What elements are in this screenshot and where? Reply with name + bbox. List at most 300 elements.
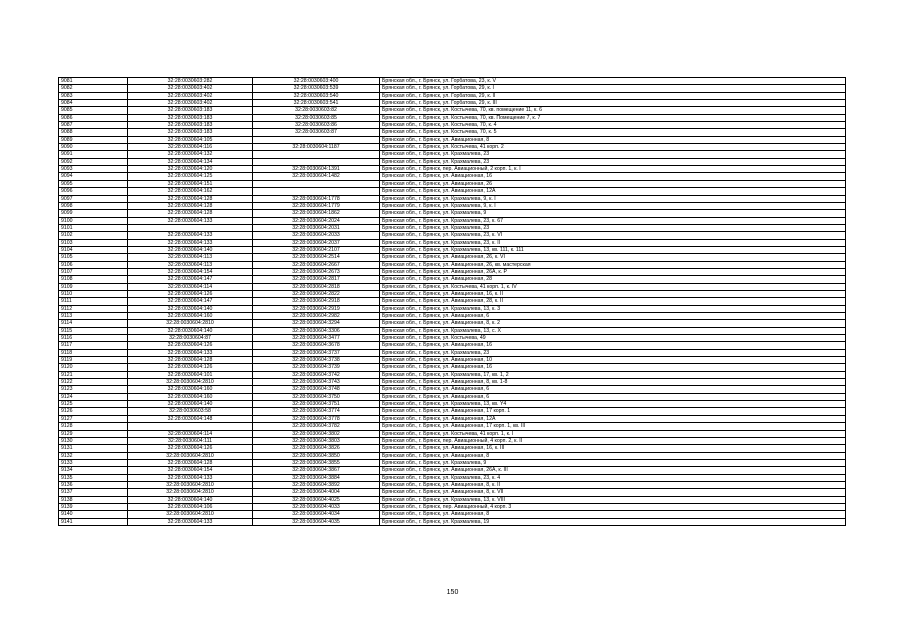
table-row — [59, 305, 846, 312]
row-number-cell: 9107 — [59, 268, 128, 275]
table-row — [59, 268, 846, 275]
row-number-cell: 9092 — [59, 158, 128, 165]
table-row — [59, 313, 846, 320]
object-number-cell: 32:28:0030603:85 — [253, 114, 380, 121]
table-row — [59, 349, 846, 356]
parcel-number-cell: 32:28:0030604:128 — [128, 210, 253, 217]
table-row — [59, 166, 846, 173]
address-cell: Брянская обл., г. Брянск, ул. Авиационная, 28, к. II — [380, 298, 846, 305]
parcel-number-cell: 32:28:0030604:133 — [128, 474, 253, 481]
row-number-cell: 9113 — [59, 313, 128, 320]
row-number-cell: 9090 — [59, 144, 128, 151]
parcel-number-cell — [128, 423, 253, 430]
object-number-cell: 32:28:0030604:2024 — [253, 217, 380, 224]
address-cell: Брянская обл., г. Брянск, ул. Авиационная, 16, к. III — [380, 445, 846, 452]
object-number-cell: 32:28:0030603:82 — [253, 107, 380, 114]
table-row — [59, 107, 846, 114]
table-row — [59, 129, 846, 136]
object-number-cell: 32:28:0030604:2667 — [253, 261, 380, 268]
table-row — [59, 136, 846, 143]
parcel-number-cell: 32:28:0030604:160 — [128, 313, 253, 320]
row-number-cell: 9088 — [59, 129, 128, 136]
object-number-cell: 32:28:0030604:2107 — [253, 246, 380, 253]
table-row — [59, 357, 846, 364]
object-number-cell: 32:28:0030604:3855 — [253, 459, 380, 466]
row-number-cell: 9109 — [59, 283, 128, 290]
row-number-cell: 9112 — [59, 305, 128, 312]
address-cell: Брянская обл., г. Брянск, ул. Авиационная, 12А — [380, 415, 846, 422]
address-cell: Брянская обл., г. Брянск, ул. Крахмалева, 13, к. VIII — [380, 496, 846, 503]
parcel-number-cell: 32:28:0030603:402 — [128, 92, 253, 99]
address-cell: Брянская обл., г. Брянск, ул. Крахмалева, 9, к. I — [380, 202, 846, 209]
parcel-number-cell: 32:28:0030604:133 — [128, 349, 253, 356]
address-cell: Брянская обл., г. Брянск, ул. Крахмалева, 23, к. 4 — [380, 474, 846, 481]
address-cell: Брянская обл., г. Брянск, ул. Крахмалева, 13, к. 3 — [380, 305, 846, 312]
address-cell: Брянская обл., г. Брянск, ул. Костычева, 49 — [380, 335, 846, 342]
parcel-number-cell: 32:28:0030604:160 — [128, 386, 253, 393]
address-cell: Брянская обл., г. Брянск, ул. Авиационная, 10 — [380, 357, 846, 364]
address-cell: Брянская обл., г. Брянск, ул. Горбатова, 29, к. I — [380, 85, 846, 92]
object-number-cell: 32:28:0030603:540 — [253, 92, 380, 99]
table-row — [59, 335, 846, 342]
object-number-cell: 32:28:0030604:2822 — [253, 290, 380, 297]
table-row — [59, 100, 846, 107]
parcel-number-cell: 32:28:0030604:126 — [128, 364, 253, 371]
row-number-cell: 9089 — [59, 136, 128, 143]
table-row — [59, 327, 846, 334]
object-number-cell: 32:28:0030604:2982 — [253, 313, 380, 320]
parcel-number-cell: 32:28:0030604:140 — [128, 246, 253, 253]
address-cell: Брянская обл., г. Брянск, ул. Авиационная, 26А, к. III — [380, 467, 846, 474]
object-number-cell: 32:28:0030604:2918 — [253, 298, 380, 305]
address-cell: Брянская обл., г. Брянск, ул. Авиационная, 8, к. VII — [380, 489, 846, 496]
table-row — [59, 496, 846, 503]
row-number-cell: 9122 — [59, 379, 128, 386]
address-cell: Брянская обл., г. Брянск, ул. Горбатова, 29, к. II — [380, 92, 846, 99]
parcel-number-cell: 32:28:0030604:154 — [128, 467, 253, 474]
object-number-cell: 32:28:0030603:539 — [253, 85, 380, 92]
address-cell: Брянская обл., г. Брянск, ул. Авиационная, 8 — [380, 511, 846, 518]
row-number-cell: 9123 — [59, 386, 128, 393]
object-number-cell: 32:28:0030604:2033 — [253, 232, 380, 239]
table-row — [59, 430, 846, 437]
parcel-number-cell: 32:28:0030604:128 — [128, 195, 253, 202]
parcel-number-cell: 32:28:0030604:147 — [128, 298, 253, 305]
row-number-cell: 9121 — [59, 371, 128, 378]
parcel-number-cell: 32:28:0030604:2810 — [128, 320, 253, 327]
address-cell: Брянская обл., г. Брянск, ул. Костычева, 41 корп. 2 — [380, 144, 846, 151]
parcel-number-cell: 32:28:0030604:133 — [128, 239, 253, 246]
table-row — [59, 371, 846, 378]
object-number-cell: 32:28:0030604:4025 — [253, 496, 380, 503]
table-row — [59, 408, 846, 415]
address-cell: Брянская обл., г. Брянск, ул. Авиационная, 17 корп. 1 — [380, 408, 846, 415]
address-cell: Брянская обл., г. Брянск, ул. Авиационная, 16 — [380, 173, 846, 180]
address-cell: Брянская обл., г. Брянск, ул. Костычева, 70, кв. Помещение 7, к. 7 — [380, 114, 846, 121]
address-cell: Брянская обл., г. Брянск, ул. Костычева, 41 корп. 1, к. IV — [380, 283, 846, 290]
table-row — [59, 401, 846, 408]
row-number-cell: 9120 — [59, 364, 128, 371]
table-row — [59, 511, 846, 518]
row-number-cell: 9126 — [59, 408, 128, 415]
parcel-number-cell: 32:28:0030603:402 — [128, 85, 253, 92]
registry-table-body — [59, 78, 846, 526]
object-number-cell: 32:28:0030604:4035 — [253, 518, 380, 525]
row-number-cell: 9135 — [59, 474, 128, 481]
row-number-cell: 9138 — [59, 496, 128, 503]
parcel-number-cell: 32:28:0030604:154 — [128, 268, 253, 275]
address-cell: Брянская обл., г. Брянск, ул. Авиационная, 17 корп. 1, кв. III — [380, 423, 846, 430]
address-cell: Брянская обл., г. Брянск, ул. Авиационная, 8, к. II — [380, 481, 846, 488]
row-number-cell: 9118 — [59, 349, 128, 356]
parcel-number-cell: 32:28:0030604:162 — [128, 188, 253, 195]
table-row — [59, 489, 846, 496]
parcel-number-cell: 32:28:0030604:132 — [128, 151, 253, 158]
address-cell: Брянская обл., г. Брянск, ул. Крахмалева, 9, к. I — [380, 195, 846, 202]
table-row — [59, 188, 846, 195]
parcel-number-cell: 32:28:0030604:140 — [128, 305, 253, 312]
parcel-number-cell: 32:28:0030604:126 — [128, 290, 253, 297]
object-number-cell: 32:28:0030604:2514 — [253, 254, 380, 261]
object-number-cell: 32:28:0030603:400 — [253, 78, 380, 85]
address-cell: Брянская обл., г. Брянск, ул. Авиационная, 12А — [380, 188, 846, 195]
parcel-number-cell: 32:28:0030604:126 — [128, 342, 253, 349]
row-number-cell: 9130 — [59, 437, 128, 444]
table-row — [59, 276, 846, 283]
row-number-cell: 9094 — [59, 173, 128, 180]
parcel-number-cell: 32:28:0030603:183 — [128, 107, 253, 114]
table-row — [59, 437, 846, 444]
row-number-cell: 9137 — [59, 489, 128, 496]
address-cell: Брянская обл., г. Брянск, ул. Авиационная, 26А, к. Р — [380, 268, 846, 275]
address-cell: Брянская обл., г. Брянск, ул. Крахмалева, 23, к. II — [380, 239, 846, 246]
object-number-cell: 32:28:0030604:3803 — [253, 437, 380, 444]
object-number-cell: 32:28:0030604:3306 — [253, 327, 380, 334]
address-cell: Брянская обл., г. Брянск, ул. Крахмалева, 9 — [380, 459, 846, 466]
table-row — [59, 202, 846, 209]
parcel-number-cell: 32:28:0030604:105 — [128, 136, 253, 143]
row-number-cell: 9100 — [59, 217, 128, 224]
row-number-cell: 9131 — [59, 445, 128, 452]
row-number-cell: 9117 — [59, 342, 128, 349]
row-number-cell: 9084 — [59, 100, 128, 107]
table-row — [59, 217, 846, 224]
table-row — [59, 364, 846, 371]
address-cell: Брянская обл., г. Брянск, ул. Крахмалева, 23 — [380, 224, 846, 231]
table-row — [59, 467, 846, 474]
object-number-cell: 32:28:0030604:3892 — [253, 481, 380, 488]
row-number-cell: 9134 — [59, 467, 128, 474]
row-number-cell: 9099 — [59, 210, 128, 217]
address-cell: Брянская обл., г. Брянск, пер. Авиационный, 2 корп. 1, к. I — [380, 166, 846, 173]
object-number-cell: 32:28:0030604:3782 — [253, 423, 380, 430]
object-number-cell: 32:28:0030604:3802 — [253, 430, 380, 437]
parcel-number-cell: 32:28:0030604:2810 — [128, 481, 253, 488]
object-number-cell: 32:28:0030603:87 — [253, 129, 380, 136]
row-number-cell: 9105 — [59, 254, 128, 261]
object-number-cell: 32:28:0030604:3737 — [253, 349, 380, 356]
address-cell: Брянская обл., г. Брянск, ул. Крахмалева, 9 — [380, 210, 846, 217]
parcel-number-cell: 32:28:0030604:101 — [128, 371, 253, 378]
address-cell: Брянская обл., г. Брянск, ул. Авиационная, 26, к. VI — [380, 254, 846, 261]
address-cell: Брянская обл., г. Брянск, ул. Авиационная, 16, к. II — [380, 290, 846, 297]
object-number-cell: 32:28:0030604:1862 — [253, 210, 380, 217]
address-cell: Брянская обл., г. Брянск, ул. Авиационная, 8, к. 2 — [380, 320, 846, 327]
row-number-cell: 9139 — [59, 503, 128, 510]
address-cell: Брянская обл., г. Брянск, ул. Костычева, 70, к. 5 — [380, 129, 846, 136]
object-number-cell: 32:28:0030604:2673 — [253, 268, 380, 275]
parcel-number-cell: 32:28:0030603:58 — [128, 408, 253, 415]
address-cell: Брянская обл., г. Брянск, ул. Крахмалева, 23 — [380, 349, 846, 356]
parcel-number-cell: 32:28:0030604:151 — [128, 180, 253, 187]
table-row — [59, 474, 846, 481]
parcel-number-cell: 32:28:0030603:282 — [128, 78, 253, 85]
address-cell: Брянская обл., г. Брянск, ул. Авиационная, 6 — [380, 313, 846, 320]
address-cell: Брянская обл., г. Брянск, ул. Крахмалева, 23, к. VI — [380, 232, 846, 239]
object-number-cell: 32:28:0030604:3294 — [253, 320, 380, 327]
object-number-cell: 32:28:0030604:3778 — [253, 415, 380, 422]
parcel-number-cell: 32:28:0030604:2810 — [128, 452, 253, 459]
table-row — [59, 342, 846, 349]
parcel-number-cell: 32:28:0030604:128 — [128, 459, 253, 466]
address-cell: Брянская обл., г. Брянск, пер. Авиационный, 4 корп. 2, к. II — [380, 437, 846, 444]
table-row — [59, 78, 846, 85]
object-number-cell: 32:28:0030604:3739 — [253, 364, 380, 371]
row-number-cell: 9132 — [59, 452, 128, 459]
table-row — [59, 195, 846, 202]
table-row — [59, 92, 846, 99]
parcel-number-cell: 32:28:0030603:183 — [128, 114, 253, 121]
table-row — [59, 232, 846, 239]
row-number-cell: 9087 — [59, 122, 128, 129]
row-number-cell: 9108 — [59, 276, 128, 283]
table-row — [59, 518, 846, 525]
parcel-number-cell: 32:28:0030603:183 — [128, 129, 253, 136]
address-cell: Брянская обл., г. Брянск, ул. Крахмалева, 13, кв. 111, к. 111 — [380, 246, 846, 253]
row-number-cell: 9082 — [59, 85, 128, 92]
table-row — [59, 452, 846, 459]
parcel-number-cell: 32:28:0030604:148 — [128, 415, 253, 422]
table-row — [59, 158, 846, 165]
object-number-cell: 32:28:0030604:3826 — [253, 445, 380, 452]
row-number-cell: 9081 — [59, 78, 128, 85]
row-number-cell: 9102 — [59, 232, 128, 239]
address-cell: Брянская обл., г. Брянск, ул. Авиационная, 8, кв. 1-8 — [380, 379, 846, 386]
parcel-number-cell: 32:28:0030604:160 — [128, 393, 253, 400]
object-number-cell: 32:28:0030604:3867 — [253, 467, 380, 474]
address-cell: Брянская обл., г. Брянск, ул. Крахмалева, 13, кв. Y4 — [380, 401, 846, 408]
row-number-cell: 9098 — [59, 202, 128, 209]
address-cell: Брянская обл., г. Брянск, ул. Крахмалева, 23 — [380, 151, 846, 158]
address-cell: Брянская обл., г. Брянск, ул. Авиационная, 28 — [380, 276, 846, 283]
address-cell: Брянская обл., г. Брянск, ул. Авиационная, 16 — [380, 364, 846, 371]
table-row — [59, 85, 846, 92]
row-number-cell: 9128 — [59, 423, 128, 430]
table-row — [59, 254, 846, 261]
row-number-cell: 9103 — [59, 239, 128, 246]
table-row — [59, 386, 846, 393]
parcel-number-cell: 32:28:0030604:125 — [128, 173, 253, 180]
address-cell: Брянская обл., г. Брянск, ул. Костычева, 41 корп. 1, к. I — [380, 430, 846, 437]
table-row — [59, 423, 846, 430]
object-number-cell: 32:28:0030604:1779 — [253, 202, 380, 209]
row-number-cell: 9116 — [59, 335, 128, 342]
object-number-cell: 32:28:0030604:3738 — [253, 357, 380, 364]
row-number-cell: 9140 — [59, 511, 128, 518]
object-number-cell: 32:28:0030604:3678 — [253, 342, 380, 349]
object-number-cell: 32:28:0030604:1482 — [253, 173, 380, 180]
table-row — [59, 290, 846, 297]
row-number-cell: 9091 — [59, 151, 128, 158]
object-number-cell: 32:28:0030604:3477 — [253, 335, 380, 342]
parcel-number-cell — [128, 224, 253, 231]
parcel-number-cell: 32:28:0030604:147 — [128, 276, 253, 283]
object-number-cell: 32:28:0030604:2031 — [253, 224, 380, 231]
object-number-cell: 32:28:0030604:2817 — [253, 276, 380, 283]
parcel-number-cell: 32:28:0030603:183 — [128, 122, 253, 129]
address-cell: Брянская обл., г. Брянск, ул. Авиационная, 26, кв. мастерская — [380, 261, 846, 268]
table-row — [59, 173, 846, 180]
parcel-number-cell: 32:28:0030603:402 — [128, 100, 253, 107]
row-number-cell: 9093 — [59, 166, 128, 173]
object-number-cell: 32:28:0030604:2818 — [253, 283, 380, 290]
object-number-cell: 32:28:0030604:3884 — [253, 474, 380, 481]
parcel-number-cell: 32:28:0030604:87 — [128, 335, 253, 342]
address-cell: Брянская обл., г. Брянск, ул. Авиационная, 8 — [380, 452, 846, 459]
address-cell: Брянская обл., г. Брянск, ул. Авиационная, 26 — [380, 180, 846, 187]
table-row — [59, 144, 846, 151]
row-number-cell: 9104 — [59, 246, 128, 253]
parcel-number-cell: 32:28:0030604:113 — [128, 261, 253, 268]
object-number-cell: 32:28:0030604:3850 — [253, 452, 380, 459]
parcel-number-cell: 32:28:0030604:140 — [128, 401, 253, 408]
table-row — [59, 379, 846, 386]
parcel-number-cell: 32:28:0030604:120 — [128, 166, 253, 173]
object-number-cell: 32:28:0030603:86 — [253, 122, 380, 129]
row-number-cell: 9111 — [59, 298, 128, 305]
parcel-number-cell: 32:28:0030604:128 — [128, 202, 253, 209]
registry-table — [58, 77, 846, 526]
parcel-number-cell: 32:28:0030604:140 — [128, 327, 253, 334]
row-number-cell: 9114 — [59, 320, 128, 327]
row-number-cell: 9086 — [59, 114, 128, 121]
parcel-number-cell: 32:28:0030604:140 — [128, 496, 253, 503]
address-cell: Брянская обл., г. Брянск, ул. Костычева, 70, к. 4 — [380, 122, 846, 129]
parcel-number-cell: 32:28:0030604:2810 — [128, 489, 253, 496]
table-row — [59, 393, 846, 400]
object-number-cell: 32:28:0030604:2037 — [253, 239, 380, 246]
address-cell: Брянская обл., г. Брянск, пер. Авиационный, 4 корп. 3 — [380, 503, 846, 510]
address-cell: Брянская обл., г. Брянск, ул. Крахмалева, 19 — [380, 518, 846, 525]
object-number-cell: 32:28:0030604:1391 — [253, 166, 380, 173]
table-row — [59, 210, 846, 217]
parcel-number-cell: 32:28:0030604:114 — [128, 283, 253, 290]
table-row — [59, 151, 846, 158]
row-number-cell: 9083 — [59, 92, 128, 99]
row-number-cell: 9110 — [59, 290, 128, 297]
object-number-cell: 32:28:0030604:3750 — [253, 393, 380, 400]
address-cell: Брянская обл., г. Брянск, ул. Авиационная, 8 — [380, 136, 846, 143]
address-cell: Брянская обл., г. Брянск, ул. Крахмалева, 17, кв. 1, 2 — [380, 371, 846, 378]
parcel-number-cell: 32:28:0030604:133 — [128, 232, 253, 239]
object-number-cell: 32:28:0030604:1778 — [253, 195, 380, 202]
row-number-cell: 9133 — [59, 459, 128, 466]
table-row — [59, 239, 846, 246]
parcel-number-cell: 32:28:0030604:113 — [128, 254, 253, 261]
page-number: 150 — [446, 589, 459, 596]
parcel-number-cell: 32:28:0030604:134 — [128, 158, 253, 165]
table-row — [59, 114, 846, 121]
object-number-cell: 32:28:0030604:3751 — [253, 401, 380, 408]
address-cell: Брянская обл., г. Брянск, ул. Авиационная, 16 — [380, 342, 846, 349]
object-number-cell: 32:28:0030604:3748 — [253, 386, 380, 393]
address-cell: Брянская обл., г. Брянск, ул. Горбатова, 23, к. V — [380, 78, 846, 85]
row-number-cell: 9127 — [59, 415, 128, 422]
object-number-cell — [253, 188, 380, 195]
table-row — [59, 246, 846, 253]
address-cell: Брянская обл., г. Брянск, ул. Крахмалева, 23 — [380, 158, 846, 165]
parcel-number-cell: 32:28:0030604:2810 — [128, 379, 253, 386]
table-row — [59, 415, 846, 422]
object-number-cell — [253, 136, 380, 143]
object-number-cell: 32:28:0030604:3774 — [253, 408, 380, 415]
address-cell: Брянская обл., г. Брянск, ул. Горбатова, 29, к. III — [380, 100, 846, 107]
parcel-number-cell: 32:28:0030604:106 — [128, 503, 253, 510]
parcel-number-cell: 32:28:0030604:133 — [128, 217, 253, 224]
table-row — [59, 320, 846, 327]
parcel-number-cell: 32:28:0030604:111 — [128, 437, 253, 444]
row-number-cell: 9101 — [59, 224, 128, 231]
object-number-cell: 32:28:0030604:3743 — [253, 379, 380, 386]
address-cell: Брянская обл., г. Брянск, ул. Авиационная, 6 — [380, 386, 846, 393]
object-number-cell: 32:28:0030604:1187 — [253, 144, 380, 151]
row-number-cell: 9129 — [59, 430, 128, 437]
object-number-cell: 32:28:0030604:4033 — [253, 503, 380, 510]
row-number-cell: 9124 — [59, 393, 128, 400]
row-number-cell: 9125 — [59, 401, 128, 408]
address-cell: Брянская обл., г. Брянск, ул. Костычева, 70, кв. помещение 11, к. 6 — [380, 107, 846, 114]
object-number-cell: 32:28:0030604:4004 — [253, 489, 380, 496]
table-row — [59, 122, 846, 129]
table-row — [59, 283, 846, 290]
row-number-cell: 9096 — [59, 188, 128, 195]
parcel-number-cell: 32:28:0030604:133 — [128, 518, 253, 525]
parcel-number-cell: 32:28:0030604:126 — [128, 445, 253, 452]
parcel-number-cell: 32:28:0030604:2810 — [128, 511, 253, 518]
address-cell: Брянская обл., г. Брянск, ул. Авиационная, 6 — [380, 393, 846, 400]
table-row — [59, 503, 846, 510]
table-row — [59, 261, 846, 268]
row-number-cell: 9095 — [59, 180, 128, 187]
parcel-number-cell: 32:28:0030604:114 — [128, 430, 253, 437]
row-number-cell: 9097 — [59, 195, 128, 202]
object-number-cell — [253, 158, 380, 165]
object-number-cell — [253, 151, 380, 158]
row-number-cell: 9115 — [59, 327, 128, 334]
table-row — [59, 459, 846, 466]
table-row — [59, 224, 846, 231]
row-number-cell: 9141 — [59, 518, 128, 525]
parcel-number-cell: 32:28:0030604:128 — [128, 357, 253, 364]
object-number-cell: 32:28:0030603:541 — [253, 100, 380, 107]
table-row — [59, 180, 846, 187]
row-number-cell: 9136 — [59, 481, 128, 488]
object-number-cell: 32:28:0030604:2919 — [253, 305, 380, 312]
table-row — [59, 298, 846, 305]
table-row — [59, 481, 846, 488]
address-cell: Брянская обл., г. Брянск, ул. Крахмалева, 23, к. 67 — [380, 217, 846, 224]
object-number-cell: 32:28:0030604:3742 — [253, 371, 380, 378]
